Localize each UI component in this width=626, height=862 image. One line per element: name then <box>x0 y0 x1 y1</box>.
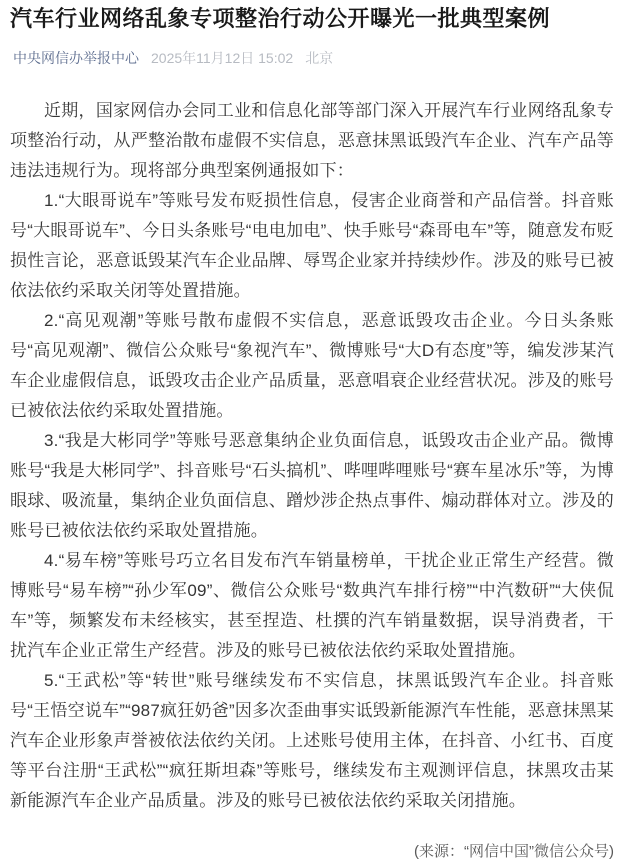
byline-location: 北京 <box>305 49 334 66</box>
article-source: (来源：“网信中国”微信公众号) <box>414 842 614 860</box>
article-paragraph-case-4: 4.“易车榜”等账号巧立名目发布汽车销量榜单，干扰企业正常生产经营。微博账号“易车榜”“孙少军09”、微信公众账号“数典汽车排行榜”“中汽数研”“大侠侃车”等，频繁发布未经核实，甚至捏造、杜撰的汽车销量数据，误导消费者，干扰汽车企业正常生产经营。涉及的账号已被依法依约采取处置措施。 <box>10 550 614 660</box>
article-title: 汽车行业网络乱象专项整治行动公开曝光一批典型案例 <box>10 6 551 31</box>
byline-author-link[interactable]: 中央网信办举报中心 <box>13 49 139 66</box>
article-paragraph-intro: 近期，国家网信办会同工业和信息化部等部门深入开展汽车行业网络乱象专项整治行动，从严整治散布虚假不实信息，恶意抹黑诋毁汽车企业、汽车产品等违法违规行为。现将部分典型案例通报如下： <box>10 100 614 180</box>
article-paragraph-case-1: 1.“大眼哥说车”等账号发布贬损性信息，侵害企业商誉和产品信誉。抖音账号“大眼哥说车”、今日头条账号“电电加电”、快手账号“森哥电车”等，随意发布贬损性言论，恶意诋毁某汽车企业品牌、辱骂企业家并持续炒作。涉及的账号已被依法依约采取关闭等处置措施。 <box>10 190 614 300</box>
article-paragraph-case-3: 3.“我是大彬同学”等账号恶意集纳企业负面信息，诋毁攻击企业产品。微博账号“我是大彬同学”、抖音账号“石头搞机”、哔哩哔哩账号“赛车星冰乐”等，为博眼球、吸流量，集纳企业负面信息、蹭炒涉企热点事件、煽动群体对立。涉及的账号已被依法依约采取处置措施。 <box>10 430 614 540</box>
byline-datetime: 2025年11月12日 15:02 <box>151 49 294 66</box>
byline <box>13 48 614 68</box>
article-paragraph-case-5: 5.“王武松”等“转世”账号继续发布不实信息，抹黑诋毁汽车企业。抖音账号“王悟空说车”“987疯狂奶爸”因多次歪曲事实诋毁新能源汽车性能，恶意抹黑某汽车企业形象声誉被依法依约关闭。上述账号使用主体，在抖音、小红书、百度等平台注册“王武松”“疯狂斯坦森”等账号，继续发布主观测评信息，抹黑攻击某新能源汽车企业产品质量。涉及的账号已被依法依约采取关闭措施。 <box>10 670 614 810</box>
article-body <box>10 96 614 816</box>
article-paragraph-case-2: 2.“高见观潮”等账号散布虚假不实信息，恶意诋毁攻击企业。今日头条账号“高见观潮”、微信公众账号“象视汽车”、微博账号“大D有态度”等，编发涉某汽车企业虚假信息，诋毁攻击企业产品质量，恶意唱衰企业经营状况。涉及的账号已被依法依约采取处置措施。 <box>10 310 614 420</box>
